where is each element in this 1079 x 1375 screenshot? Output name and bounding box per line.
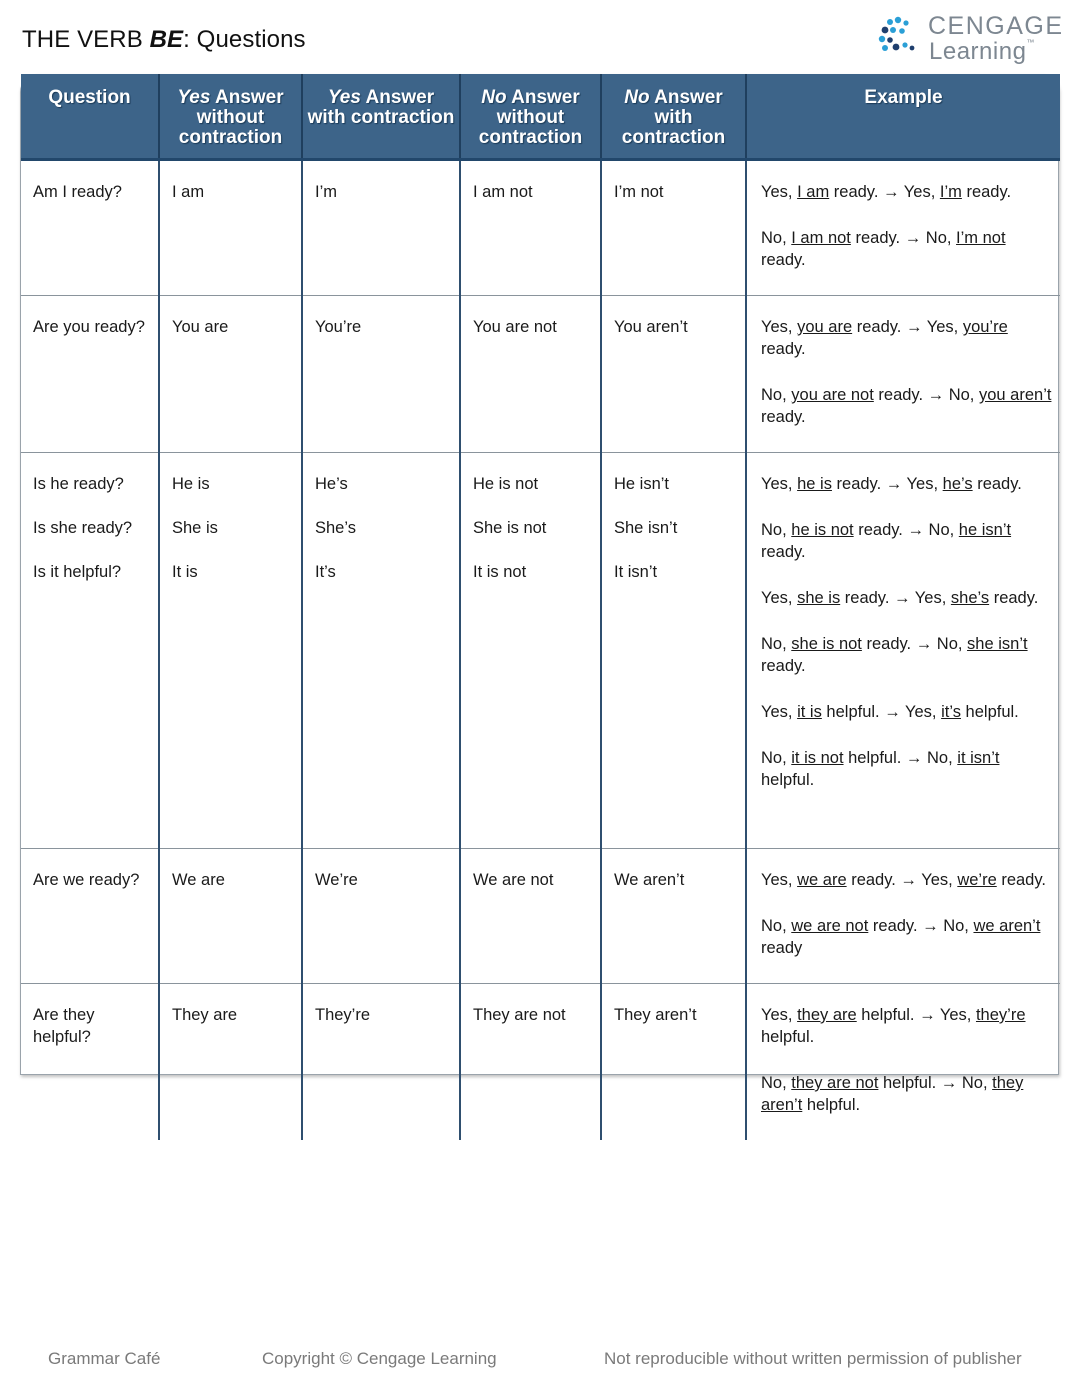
verb-be-table xyxy=(21,74,1060,1140)
footer-left: Grammar Café xyxy=(48,1349,161,1368)
cell-text: We are not xyxy=(473,871,554,889)
example-text: ready. → No, xyxy=(868,917,974,935)
cell-text: It is not xyxy=(473,563,527,581)
column-header-label: Question xyxy=(48,87,131,108)
footer-copyright: Copyright © Cengage Learning xyxy=(262,1349,497,1368)
example-text: ready. xyxy=(972,475,1022,493)
example-text: ready. → No, xyxy=(873,386,979,404)
cell-text: It is xyxy=(172,563,198,581)
cell-text: Are we ready? xyxy=(33,871,140,889)
example-text: ready. → Yes, xyxy=(831,475,943,493)
cell-text: You are xyxy=(172,318,229,336)
column-header-emphasis: Yes xyxy=(327,87,361,108)
example-text: ready. xyxy=(761,340,806,358)
logo-line2 xyxy=(929,38,1035,66)
column-header-emphasis: No xyxy=(481,87,507,108)
yes-without-contraction-cell xyxy=(159,849,302,984)
table-row xyxy=(21,984,1060,1141)
yes-with-contraction-cell xyxy=(302,984,460,1141)
no-without-contraction-cell xyxy=(460,849,601,984)
example-text: ready. → Yes, xyxy=(846,871,958,889)
example-text: No, xyxy=(761,386,792,404)
underlined-verb-phrase: they are xyxy=(797,1006,857,1024)
example-text: ready. xyxy=(761,657,806,675)
cell-text: She is not xyxy=(473,519,547,537)
example-sentence xyxy=(761,1004,1052,1048)
cell-text: It’s xyxy=(315,563,336,581)
example-text: No, xyxy=(761,1074,792,1092)
column-header-emphasis: Yes xyxy=(177,87,211,108)
underlined-verb-phrase: I’m not xyxy=(956,229,1006,247)
example-text: No, xyxy=(761,521,792,539)
example-text: ready. → No, xyxy=(853,521,959,539)
underlined-verb-phrase: it isn’t xyxy=(957,749,1000,767)
example-sentence xyxy=(761,747,1052,791)
cengage-logo xyxy=(874,10,1064,70)
yes-without-contraction-cell xyxy=(159,453,302,849)
example-text: Yes, xyxy=(761,871,798,889)
table-row xyxy=(21,453,1060,849)
cell-text: We aren’t xyxy=(614,871,685,889)
example-text: helpful. xyxy=(960,703,1019,721)
cengage-dots-icon xyxy=(876,14,920,58)
table-header xyxy=(21,74,1060,160)
cell-text: She isn’t xyxy=(614,519,678,537)
underlined-verb-phrase: it’s xyxy=(941,703,961,721)
cell-text: We’re xyxy=(315,871,358,889)
column-header-question xyxy=(21,74,159,160)
page-title xyxy=(22,26,306,54)
yes-with-contraction-cell xyxy=(302,453,460,849)
yes-with-contraction-cell xyxy=(302,296,460,453)
underlined-verb-phrase: you aren’t xyxy=(978,386,1052,404)
cell-text: Is she ready? xyxy=(33,519,133,537)
example-text: No, xyxy=(761,749,792,767)
underlined-verb-phrase: we are xyxy=(797,871,847,889)
table-row xyxy=(21,160,1060,296)
cell-text: It isn’t xyxy=(614,563,658,581)
example-sentence xyxy=(761,384,1052,428)
question-cell xyxy=(21,984,159,1141)
cell-text: She is xyxy=(172,519,218,537)
example-sentence xyxy=(761,519,1052,563)
underlined-verb-phrase: I’m xyxy=(939,183,962,201)
example-text: ready. xyxy=(761,543,806,561)
yes-without-contraction-cell xyxy=(159,160,302,296)
cell-text: You’re xyxy=(315,318,362,336)
table-header-row xyxy=(21,74,1060,160)
underlined-verb-phrase: she’s xyxy=(950,589,990,607)
underlined-verb-phrase: you are not xyxy=(791,386,874,404)
column-header-label: Answer with contraction xyxy=(621,87,726,148)
example-text: ready. xyxy=(961,183,1012,201)
underlined-verb-phrase: they are not xyxy=(791,1074,879,1092)
logo-line1: CENGAGE xyxy=(928,12,1064,40)
cell-text: They’re xyxy=(315,1006,371,1024)
underlined-verb-phrase: it is not xyxy=(791,749,844,767)
cell-text: I am not xyxy=(473,183,533,201)
cell-text: Am I ready? xyxy=(33,183,122,201)
example-sentence xyxy=(761,701,1052,723)
underlined-verb-phrase: you’re xyxy=(962,318,1008,336)
example-text: helpful. xyxy=(761,771,815,789)
column-header-label: Example xyxy=(864,87,943,108)
column-header-label: Answer without contraction xyxy=(478,87,583,148)
cell-text: I am xyxy=(172,183,205,201)
underlined-verb-phrase: we are not xyxy=(791,917,869,935)
underlined-verb-phrase: he isn’t xyxy=(958,521,1012,539)
underlined-verb-phrase: we’re xyxy=(957,871,997,889)
example-cell xyxy=(746,984,1060,1141)
cell-text: He is not xyxy=(473,475,539,493)
example-cell xyxy=(746,453,1060,849)
underlined-verb-phrase: he is xyxy=(797,475,832,493)
cell-text: I’m xyxy=(315,183,337,201)
example-text: ready. → Yes, xyxy=(829,183,940,201)
question-cell xyxy=(21,160,159,296)
page-title-prefix: THE VERB xyxy=(22,26,150,53)
table-body xyxy=(21,160,1060,1141)
verb-be-table-container xyxy=(20,74,1059,1114)
page-title-emphasis: BE xyxy=(149,26,184,53)
no-with-contraction-cell xyxy=(601,296,746,453)
example-text: ready. xyxy=(989,589,1039,607)
question-cell xyxy=(21,849,159,984)
example-text: ready. → Yes, xyxy=(840,589,951,607)
no-without-contraction-cell xyxy=(460,984,601,1141)
example-cell xyxy=(746,849,1060,984)
question-cell xyxy=(21,296,159,453)
underlined-verb-phrase: I am xyxy=(797,183,830,201)
example-sentence xyxy=(761,473,1052,495)
example-text: ready. xyxy=(761,251,806,269)
yes-with-contraction-cell xyxy=(302,849,460,984)
cell-text: She’s xyxy=(315,519,356,537)
column-header-label: Answer without contraction xyxy=(178,87,284,148)
cell-text: We are xyxy=(172,871,225,889)
example-text: ready. → Yes, xyxy=(852,318,963,336)
no-with-contraction-cell xyxy=(601,453,746,849)
example-text: No, xyxy=(761,229,792,247)
logo-trademark: ™ xyxy=(1026,38,1035,47)
example-cell xyxy=(746,296,1060,453)
underlined-verb-phrase: we aren’t xyxy=(973,917,1041,935)
example-sentence xyxy=(761,587,1052,609)
example-text: No, xyxy=(761,635,792,653)
underlined-verb-phrase: she is xyxy=(797,589,841,607)
no-without-contraction-cell xyxy=(460,160,601,296)
example-text: helpful. → No, xyxy=(843,749,958,767)
example-text: ready. xyxy=(996,871,1046,889)
cell-text: Are you ready? xyxy=(33,318,145,336)
example-text: Yes, xyxy=(761,589,798,607)
cell-text: They aren’t xyxy=(614,1006,697,1024)
no-with-contraction-cell xyxy=(601,984,746,1141)
example-text: ready. → No, xyxy=(850,229,957,247)
example-text: helpful. → Yes, xyxy=(856,1006,976,1024)
cell-text: They are not xyxy=(473,1006,566,1024)
footer-permission: Not reproducible without written permission of publisher xyxy=(604,1349,1022,1368)
underlined-verb-phrase: they aren’t xyxy=(761,1074,1024,1114)
cell-text: He isn’t xyxy=(614,475,670,493)
question-cell xyxy=(21,453,159,849)
example-text: helpful. → No, xyxy=(878,1074,993,1092)
yes-without-contraction-cell xyxy=(159,984,302,1141)
example-sentence xyxy=(761,227,1052,271)
example-text: Yes, xyxy=(761,1006,798,1024)
column-header-no-short xyxy=(601,74,746,160)
example-sentence xyxy=(761,633,1052,677)
example-sentence xyxy=(761,316,1052,360)
cell-text: Are they helpful? xyxy=(33,1006,95,1046)
cell-text: Is it helpful? xyxy=(33,563,122,581)
cell-text: I’m not xyxy=(614,183,664,201)
example-cell xyxy=(746,160,1060,296)
cell-text: He’s xyxy=(315,475,348,493)
example-text: helpful. xyxy=(761,1028,815,1046)
no-without-contraction-cell xyxy=(460,296,601,453)
example-text: ready. xyxy=(761,408,806,426)
table-row xyxy=(21,849,1060,984)
no-without-contraction-cell xyxy=(460,453,601,849)
example-text: Yes, xyxy=(761,318,798,336)
example-text: ready xyxy=(761,939,803,957)
example-sentence xyxy=(761,869,1052,891)
example-text: Yes, xyxy=(761,475,798,493)
example-sentence xyxy=(761,915,1052,959)
underlined-verb-phrase: he’s xyxy=(942,475,973,493)
cell-text: He is xyxy=(172,475,210,493)
logo-line2-text: Learning xyxy=(929,38,1027,65)
example-text: Yes, xyxy=(761,183,798,201)
underlined-verb-phrase: you are xyxy=(797,318,853,336)
underlined-verb-phrase: I am not xyxy=(791,229,851,247)
example-sentence xyxy=(761,181,1052,203)
underlined-verb-phrase: it is xyxy=(797,703,822,721)
example-sentence xyxy=(761,1072,1052,1116)
column-header-yes-full xyxy=(159,74,302,160)
column-header-yes-short xyxy=(302,74,460,160)
cell-text: You are not xyxy=(473,318,557,336)
example-text: No, xyxy=(761,917,792,935)
no-with-contraction-cell xyxy=(601,849,746,984)
table-row xyxy=(21,296,1060,453)
underlined-verb-phrase: they’re xyxy=(975,1006,1026,1024)
yes-without-contraction-cell xyxy=(159,296,302,453)
column-header-no-full xyxy=(460,74,601,160)
underlined-verb-phrase: she isn’t xyxy=(967,635,1028,653)
cell-text: You aren’t xyxy=(614,318,688,336)
example-text: helpful. xyxy=(802,1096,861,1114)
cell-text: They are xyxy=(172,1006,238,1024)
example-text: Yes, xyxy=(761,703,798,721)
yes-with-contraction-cell xyxy=(302,160,460,296)
cell-text: Is he ready? xyxy=(33,475,124,493)
page-title-suffix: : Questions xyxy=(183,26,306,53)
column-header-example xyxy=(746,74,1060,160)
underlined-verb-phrase: he is not xyxy=(791,521,854,539)
no-with-contraction-cell xyxy=(601,160,746,296)
column-header-emphasis: No xyxy=(624,87,650,108)
example-text: ready. → No, xyxy=(861,635,968,653)
column-header-label: Answer with contraction xyxy=(307,87,455,128)
underlined-verb-phrase: she is not xyxy=(791,635,862,653)
example-text: helpful. → Yes, xyxy=(821,703,942,721)
